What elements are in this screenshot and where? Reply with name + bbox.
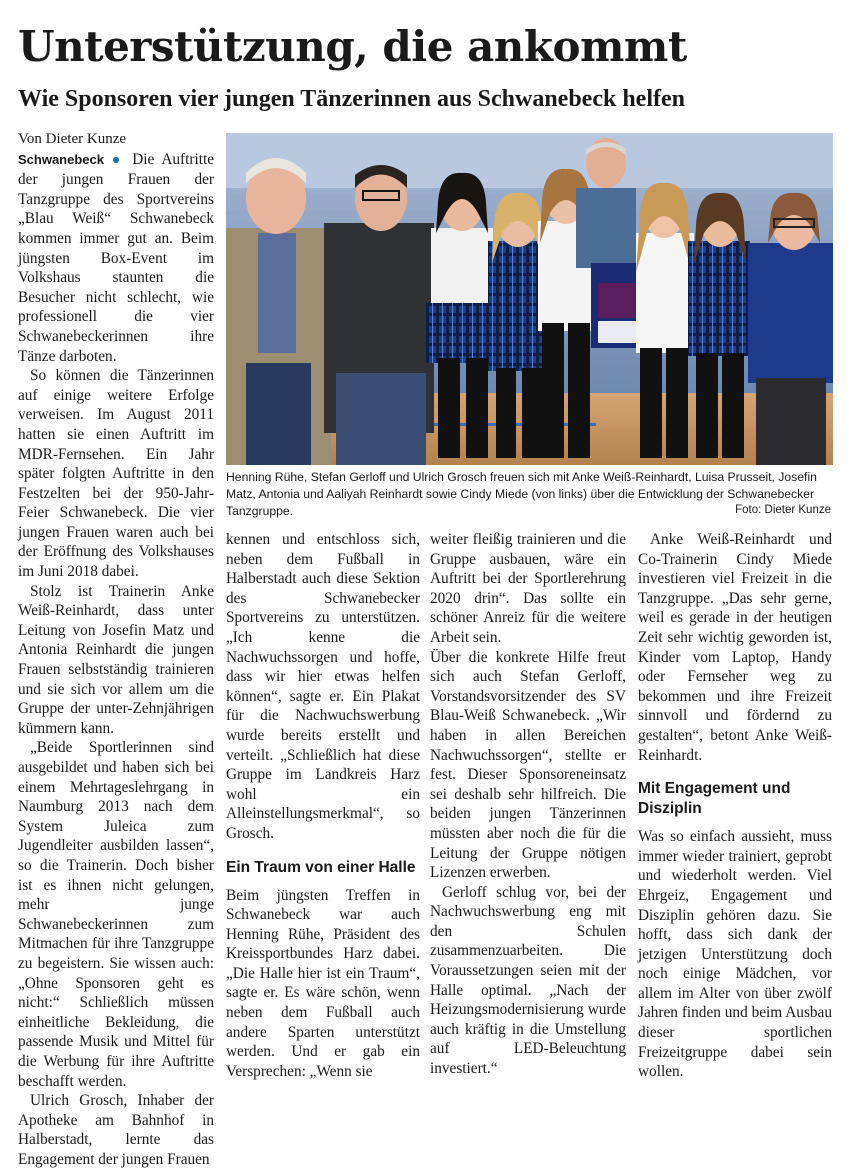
photo-caption: Henning Rühe, Stefan Gerloff und Ulrich Grosch freuen sich mit Anke Weiß-Reinhardt, Luisa Prusseit, Josefin Matz, Antonia und Aaliyah Reinhardt sowie Cindy Miede (von links) über die Entwicklung der Schwanebecker Tanzgruppe. <box>226 470 817 518</box>
paragraph: Anke Weiß-Reinhardt und Co-Trainerin Cindy Miede investieren viel Freizeit in die Tanzgruppe. „Das sehr gerne, weil es gerade in der heutigen Zeit sehr wichtig geworden ist, Kinder vom Laptop, Handy oder Fernseher weg zu bekommen und ihre Freizeit sinnvoll und fördernd zu gestalten“, betont Anke Weiß-Reinhardt. <box>638 531 832 764</box>
subheadline: Wie Sponsoren vier jungen Tänzerinnen aus Schwanebeck helfen <box>18 86 685 112</box>
paragraph: Stolz ist Trainerin Anke Weiß-Reinhardt, dass unter Leitung von Josefin Matz und Antonia Reinhardt die jungen Frauen selbstständig trainieren und sie sich vor allem um die Gruppe der unter-Zehnjährigen kümmern kann. <box>18 582 214 737</box>
article-column-1 <box>18 130 214 1169</box>
lead-paragraph <box>18 150 214 367</box>
section-subhead: Ein Traum von einer Halle <box>226 858 416 876</box>
photo-credit: Foto: Dieter Kunze <box>735 504 831 516</box>
byline: Von Dieter Kunze <box>18 131 127 147</box>
paragraph: Über die konkrete Hilfe freut sich auch Stefan Gerloff, Vorstandsvorsitzender des SV Blau-Weiß Schwanebeck. „Wir haben in allen Bereichen Nachwuchssorgen“, stellte er fest. Dieser Sponsoreneinsatz sei deshalb sehr hilfreich. Die beiden jungen Tänzerinnen müssten aber noch die für die Leitung der Gruppe nötigen Lizenzen erwerben. <box>430 648 626 882</box>
paragraph: weiter fleißig trainieren und die Gruppe ausbauen, wäre ein Auftritt bei der Sportlerehrung 2020 drin“. Das sollte ein schöner Anreiz für die weitere Arbeit sein. <box>430 531 626 646</box>
paragraph: Ulrich Grosch, Inhaber der Apotheke am Bahnhof in Halberstadt, lernte das Engagement der jungen Frauen <box>18 1092 214 1168</box>
paragraph: Gerloff schlug vor, bei der Nachwuchswerbung eng mit den Schulen zusammenzuarbeiten. Die Voraussetzungen seien mit der Halle optimal. „Nach der Heizungsmodernisierung wurde auch kräftig in die Umstellung auf LED-Beleuchtung investiert.“ <box>430 883 626 1078</box>
group-photo <box>226 133 833 465</box>
paragraph: kennen und entschloss sich, neben dem Fußball in Halberstadt auch diese Sektion des Schwanebecker Sportvereins zu unterstützen. „Ich kenne die Nachwuchssorgen und hoffe, dass wir hier etwas helfen können“, sagte er. Ein Plakat für die Nachwuchswerbung wurde bereits erstellt und verteilt. „Schließlich hat diese Gruppe im Landkreis Harz wohl ein Alleinstellungsmerkmal“, so Grosch. <box>226 531 420 842</box>
paragraph: „Beide Sportlerinnen sind ausgebildet und haben sich bei einem Mehrtageslehrgang in Naumburg 2013 nach dem System Juleica zum Jugendleiter ausbilden lassen“, so die Trainerin. Doch bisher ist es ihnen nicht gelungen, mehr junge Schwanebeckerinnen zum Mitmachen für ihre Tanzgruppe zu begeistern. Sie wissen auch: „Ohne Sponsoren geht es nicht:“ Schließlich müssen einheitliche Bekleidung, die passende Musik und Mittel für die Werbung für ihre Auftritte beschafft werden. <box>18 739 214 1090</box>
paragraph: Was so einfach aussieht, muss immer wieder trainiert, geprobt und wiederholt werden. Viel Ehrgeiz, Engagement und Disziplin gehören dazu. Sie hofft, dass sich dank der jetzigen Unterstützung doch noch einige Mädchen, vor allem im Alter von über zwölf Jahren finden und beim Ausbau dieser sportlichen Freizeitgruppe dabei sein wollen. <box>638 828 832 1081</box>
article-column-2 <box>226 530 420 1081</box>
headline: Unterstützung, die ankommt <box>18 22 687 71</box>
article-column-3 <box>430 530 626 1079</box>
paragraph: So können die Tänzerinnen auf einige weitere Erfolge verweisen. Im August 2011 hatten sie einen Auftritt im MDR-Fernsehen. Ein Jahr später folgten Auftritte in den Festzelten bei der 950-Jahr-Feier Schwanebeck. Die vier jungen Frauen waren auch bei der Eröffnung des Volkshauses im Juni 2018 dabei. <box>18 367 214 581</box>
section-subhead: Mit Engagement und Disziplin <box>638 780 791 818</box>
dateline: Schwanebeck <box>18 151 104 167</box>
photo-illustration <box>226 133 833 465</box>
dateline-dot-icon: ● <box>111 152 125 168</box>
article-column-4 <box>638 530 832 1082</box>
paragraph: Beim jüngsten Treffen in Schwanebeck war auch Henning Rühe, Präsident des Kreissportbundes Harz dabei. „Die Halle hier ist ein Traum“, sagte er. Es wäre schön, wenn neben dem Fußball auch andere Sparten unterstützt werden. Und er gab ein Versprechen: „Wenn sie <box>226 886 420 1080</box>
paragraph-text: Die Auftritte der jungen Frauen der Tanzgruppe des Sportvereins „Blau Weiß“ Schwanebeck kommen immer gut an. Beim jüngsten Box-Event im Volkshaus staunten die Besucher nicht schlecht, wie professionell die vier Schwanebeckerinnen ihre Tänze darboten. <box>18 150 214 365</box>
